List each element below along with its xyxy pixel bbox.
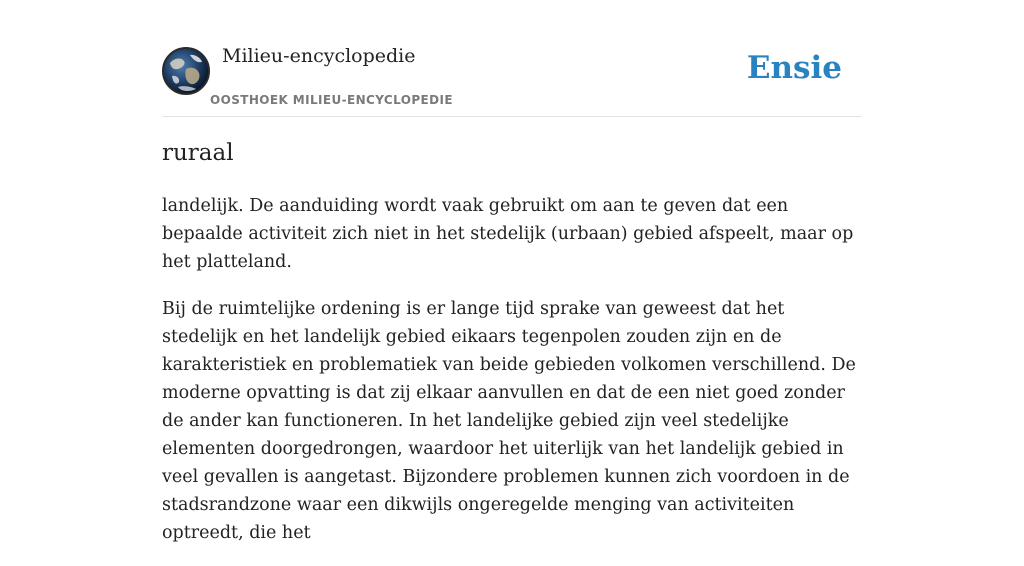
article-paragraph: landelijk. De aanduiding wordt vaak gebruikt om aan te geven dat een bepaalde activiteit zich niet in het stedelijk (urbaan) gebied afspeelt, maar op het platteland. bbox=[162, 196, 854, 272]
site-header bbox=[162, 0, 862, 117]
content bbox=[162, 0, 862, 543]
article-body bbox=[162, 192, 862, 566]
globe-icon[interactable] bbox=[162, 47, 210, 95]
article-paragraph: Bij de ruimtelijke ordening is er lange tijd sprake van geweest dat het stedelijk en het landelijk gebied eikaars tegenpolen zouden zijn en de karakteristiek en problematiek van beide gebieden volkomen verschillend. De moderne opvatting is dat zij elkaar aanvullen en dat de een niet goed zonder de ander kan functioneren. In het landelijke gebied zijn veel stedelijke elementen doorgedrongen, waardoor het uiterlijk van het landelijk gebied in veel gevallen is aangetast. Bijzondere problemen kunnen zich voordoen in de stadsrandzone waar een dikwijls ongeregelde menging van activiteiten optreedt, die het bbox=[162, 299, 856, 543]
site-subtitle[interactable]: OOSTHOEK MILIEU-ENCYCLOPEDIE bbox=[210, 93, 453, 107]
brand-logo[interactable]: Ensie bbox=[746, 50, 842, 86]
term-title: ruraal bbox=[162, 140, 234, 166]
site-title[interactable]: Milieu-encyclopedie bbox=[222, 45, 416, 67]
